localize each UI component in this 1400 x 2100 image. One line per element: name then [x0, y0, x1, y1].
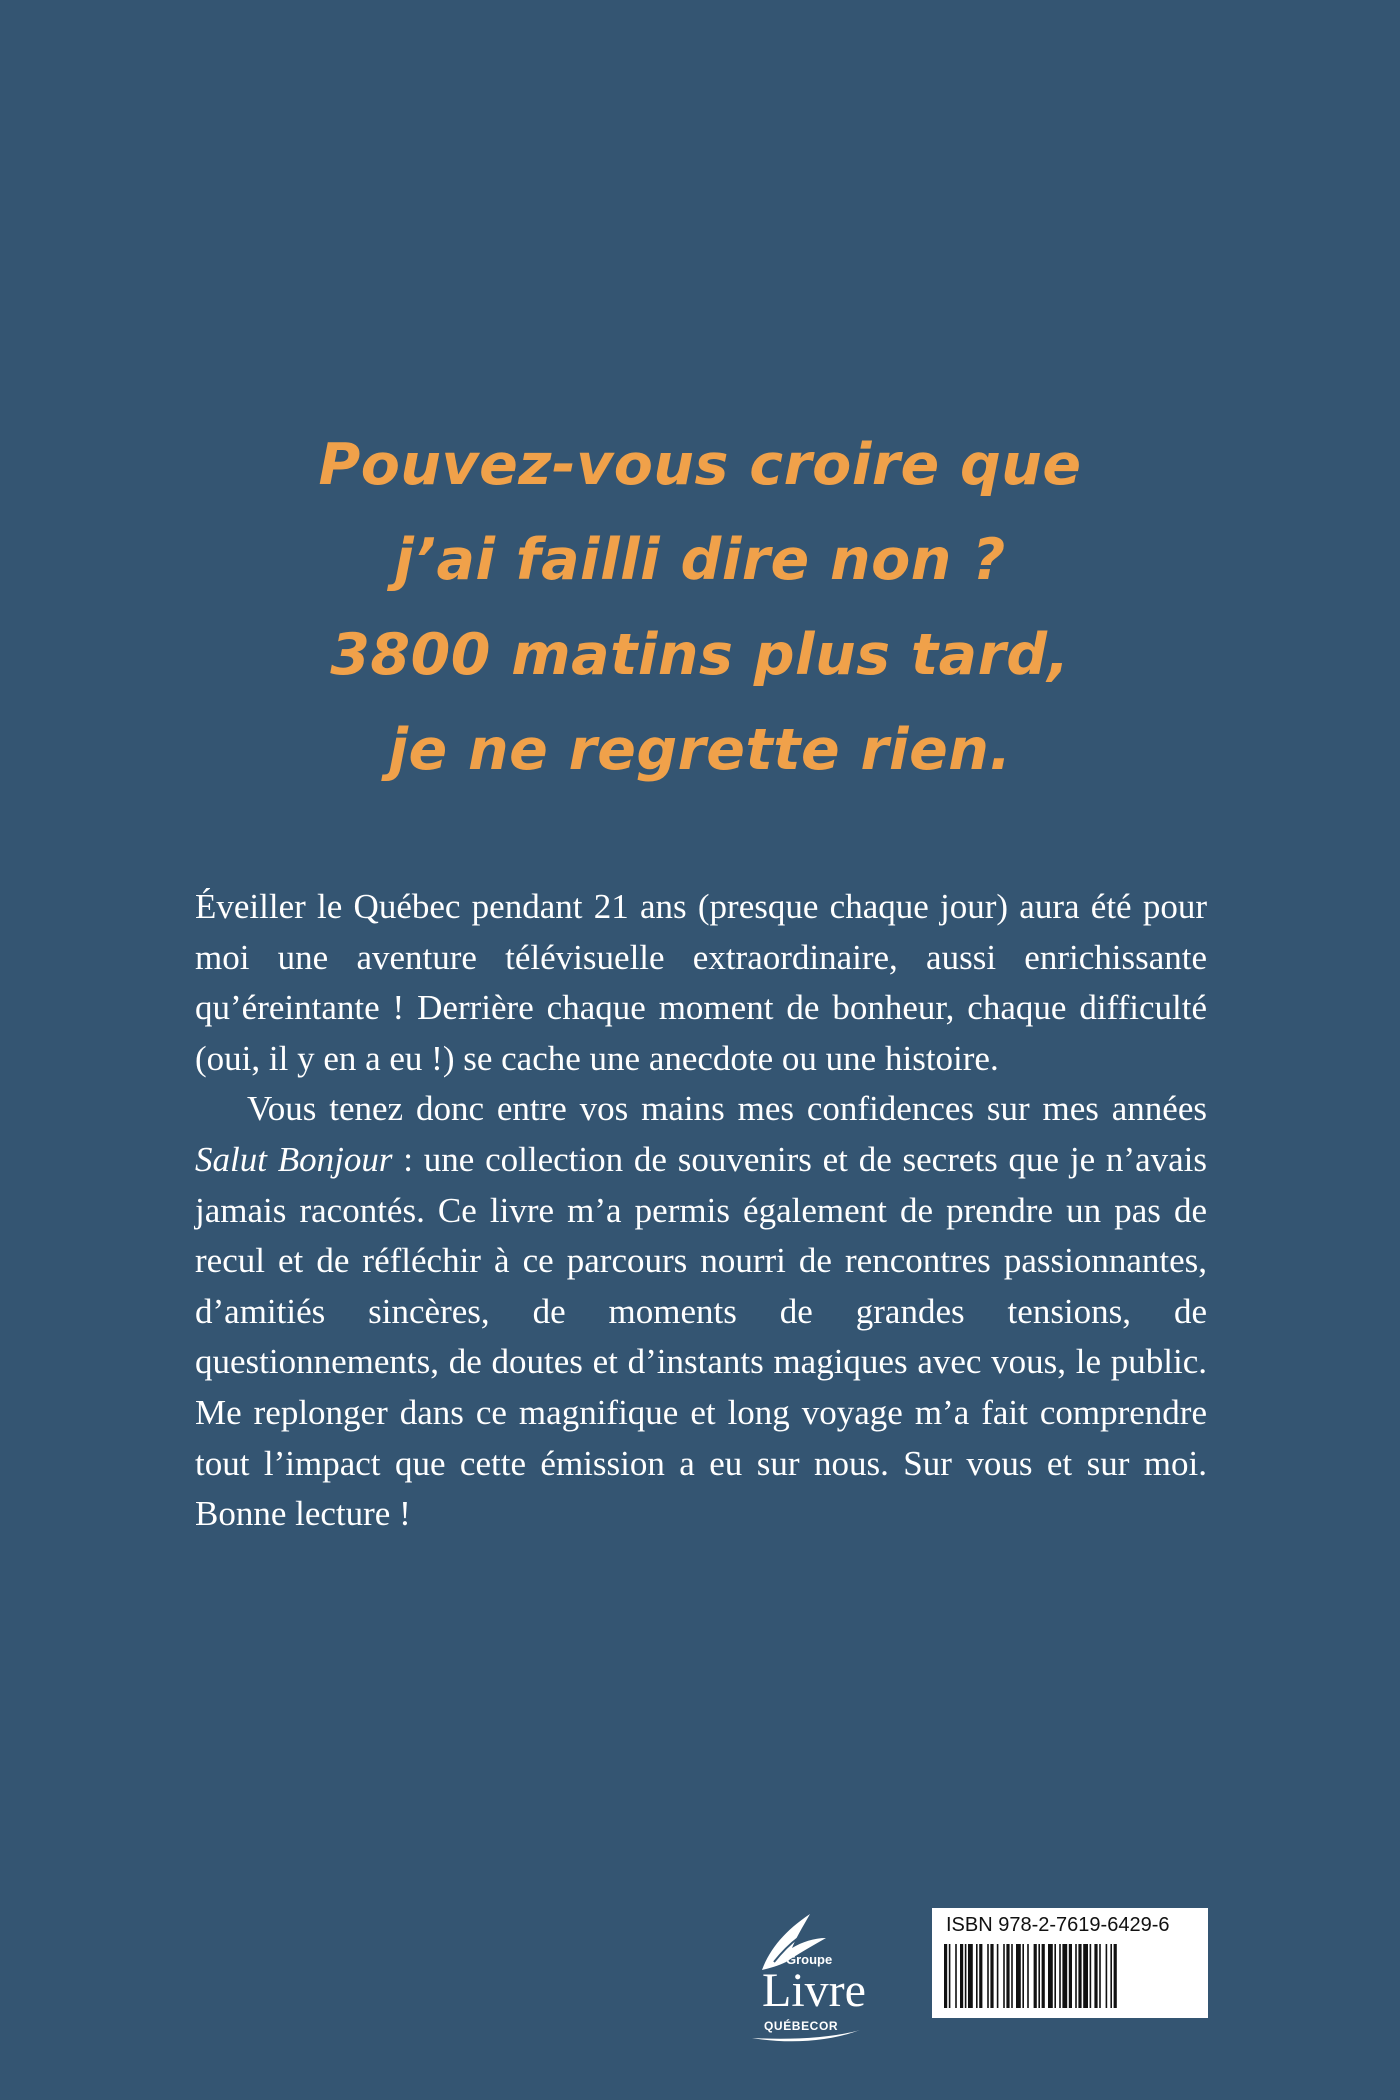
barcode-bar — [1042, 1944, 1045, 2008]
barcode-bar — [979, 1944, 982, 2008]
barcode-icon — [944, 1944, 1196, 2008]
barcode-bar — [955, 1944, 957, 2008]
quote-line-3: 3800 matins plus tard, — [330, 622, 1070, 688]
barcode-bar — [1114, 1944, 1117, 2008]
barcode-bar — [968, 1944, 973, 2008]
barcode-bar — [1016, 1944, 1021, 2008]
barcode-bar — [1075, 1944, 1077, 2008]
barcode-bar — [960, 1944, 963, 2008]
blurb-paragraph-2 — [195, 1084, 1207, 1539]
barcode-bar — [965, 1944, 967, 2008]
quote-line-1: Pouvez-vous croire que — [318, 432, 1082, 498]
barcode-bar — [1090, 1944, 1092, 2008]
barcode-bar — [944, 1944, 947, 2008]
pull-quote — [0, 418, 1400, 798]
barcode-bar — [987, 1944, 989, 2008]
publisher-logo — [744, 1908, 874, 2058]
show-title: Salut Bonjour — [195, 1139, 393, 1179]
barcode-bar — [1059, 1944, 1061, 2008]
barcode-bar — [1038, 1944, 1040, 2008]
barcode-bar — [1099, 1944, 1101, 2008]
barcode-bar — [1106, 1944, 1108, 2008]
barcode-bar — [1011, 1944, 1013, 2008]
publisher-livre: Livre — [762, 1964, 866, 2017]
barcode-bar — [1094, 1944, 1097, 2008]
barcode-bar — [1062, 1944, 1067, 2008]
barcode-bar — [1022, 1944, 1024, 2008]
barcode-bar — [1048, 1944, 1053, 2008]
blurb-paragraph-1: Éveiller le Québec pendant 21 ans (presque chaque jour) aura été pour moi une aventure télévisuelle extraordinaire, aussi enrichissante qu’éreintante ! Derrière chaque moment de bonheur, chaque difficulté (oui, il y en a eu !) se cache une anecdote ou une histoire. — [195, 887, 1207, 1078]
barcode-bar — [1006, 1944, 1009, 2008]
barcode-bar — [997, 1944, 999, 2008]
barcode-bar — [1083, 1944, 1088, 2008]
blurb-paragraph-2-start: Vous tenez donc entre vos mains mes confidences sur mes années — [247, 1089, 1207, 1129]
blurb-paragraph-2-end: : une collection de souvenirs et de secrets que je n’avais jamais racontés. Ce livre m’a permis également de prendre un pas de recul et de réfléchir à ce parcours nourri de rencontres passionnantes, d’amitiés sincères, de moments de grandes tensions, de questionnements, de doutes et d’instants magiques avec vous, le public. Me replonger dans ce magnifique et long voyage m’a fait comprendre tout l’impact que cette émission a eu sur nous. Sur vous et sur moi. Bonne lecture ! — [195, 1139, 1207, 1534]
publisher-quebecor: QUÉBECOR — [764, 2019, 839, 2033]
barcode-bar — [1069, 1944, 1072, 2008]
barcode-bar — [990, 1944, 993, 2008]
barcode-bar — [1054, 1944, 1056, 2008]
barcode-bar — [976, 1944, 978, 2008]
publisher-groupe: Groupe — [786, 1952, 833, 1967]
barcode-bar — [1003, 1944, 1005, 2008]
quote-line-4: je ne regrette rien. — [388, 717, 1012, 783]
barcode-bar — [1027, 1944, 1029, 2008]
barcode-bar — [949, 1944, 951, 2008]
barcode-bar — [1034, 1944, 1037, 2008]
quote-line-2: j’ai failli dire non ? — [394, 527, 1006, 593]
barcode-bar — [1110, 1944, 1112, 2008]
isbn-text: ISBN 978-2-7619-6429-6 — [946, 1914, 1170, 1936]
barcode-bar — [1078, 1944, 1081, 2008]
blurb — [195, 882, 1207, 1540]
barcode-label — [932, 1908, 1208, 2018]
